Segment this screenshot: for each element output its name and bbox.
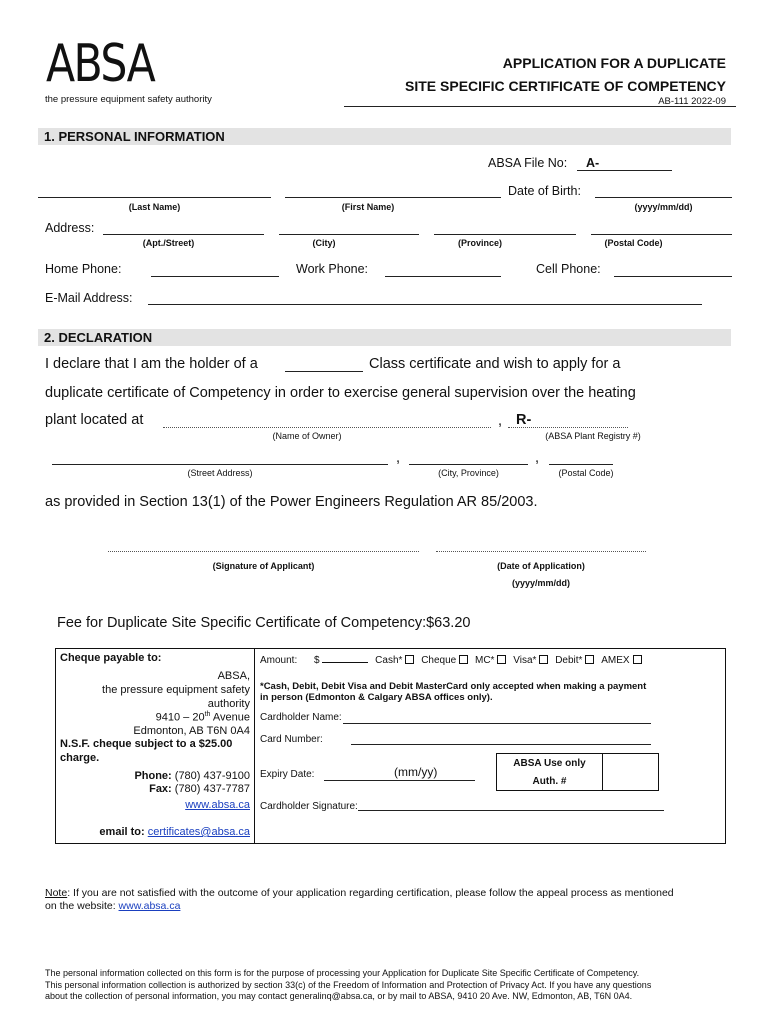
auth-number-field[interactable] xyxy=(602,754,658,790)
absa-file-no-prefix: A- xyxy=(586,156,600,170)
expiry-date-field[interactable] xyxy=(324,780,475,781)
form-code: AB-111 2022-09 xyxy=(658,96,726,107)
cell-phone-label: Cell Phone: xyxy=(536,262,601,276)
signature-field[interactable] xyxy=(108,551,419,552)
last-name-field[interactable] xyxy=(38,197,271,198)
amount-label: Amount: xyxy=(260,655,298,666)
city-province-caption: (City, Province) xyxy=(438,468,499,478)
payment-note-line2: in person (Edmonton & Calgary ABSA offices only). xyxy=(260,692,493,703)
expiry-format: (mm/yy) xyxy=(394,765,438,779)
fax-line: Fax: (780) 437-7787 xyxy=(149,783,250,795)
cheque-checkbox[interactable] xyxy=(459,655,468,664)
declaration-line2: duplicate certificate of Competency in order to exercise general supervision over the heating xyxy=(45,385,636,401)
cheque-panel xyxy=(56,649,255,843)
note-website-link[interactable]: www.absa.ca xyxy=(118,900,181,912)
note-text: : If you are not satisfied with the outcome of your application regarding certification, please follow the appeal process as mentioned xyxy=(67,887,674,899)
postal-code-field-2[interactable] xyxy=(549,464,613,465)
payment-box xyxy=(55,648,726,844)
date-of-application-caption: (Date of Application) xyxy=(497,561,585,571)
fee-title: Fee for Duplicate Site Specific Certificate of Competency:$63.20 xyxy=(57,615,471,631)
email-label: E-Mail Address: xyxy=(45,291,133,305)
visa-checkbox[interactable] xyxy=(539,655,548,664)
phone-line: Phone: (780) 437-9100 xyxy=(134,770,250,782)
address-label: Address: xyxy=(45,221,95,235)
plant-registry-field[interactable] xyxy=(508,427,628,428)
cardholder-name-label: Cardholder Name: xyxy=(260,712,342,723)
street-address-field[interactable] xyxy=(52,464,388,465)
comma-2: , xyxy=(396,450,401,466)
payee-line3: authority xyxy=(207,698,250,710)
debit-checkbox[interactable] xyxy=(585,655,594,664)
section-personal-information: 1. PERSONAL INFORMATION xyxy=(38,128,731,145)
absa-use-label: ABSA Use only xyxy=(513,758,586,769)
city-field[interactable] xyxy=(279,234,419,235)
class-certificate-field[interactable] xyxy=(285,371,363,372)
name-of-owner-caption: (Name of Owner) xyxy=(272,431,342,441)
page-title-line1: APPLICATION FOR A DUPLICATE xyxy=(502,55,726,71)
comma-1: , xyxy=(498,413,503,429)
work-phone-label: Work Phone: xyxy=(296,262,369,276)
cell-phone-field[interactable] xyxy=(614,276,732,277)
appeal-note xyxy=(45,887,735,913)
privacy-statement xyxy=(45,968,735,1003)
note-label: Note xyxy=(45,887,68,899)
cardholder-name-field[interactable] xyxy=(343,723,651,724)
postal-code-caption: (Postal Code) xyxy=(604,238,663,248)
logo-tagline: the pressure equipment safety authority xyxy=(45,94,212,105)
province-caption: (Province) xyxy=(457,238,502,248)
cash-checkbox[interactable] xyxy=(405,655,414,664)
plant-registry-caption: (ABSA Plant Registry #) xyxy=(545,431,641,441)
mc-checkbox[interactable] xyxy=(497,655,506,664)
note-text-2: on the website: xyxy=(45,900,119,912)
privacy-line1: The personal information collected on this form is for the purpose of processing your Application for Duplicate Site Specific Certificate of Competency. xyxy=(45,968,640,978)
auth-label: Auth. # xyxy=(532,776,567,787)
payee-line4: 9410 – 20th Avenue xyxy=(155,711,250,724)
header-divider xyxy=(344,106,736,107)
cardholder-signature-field[interactable] xyxy=(358,810,664,811)
email-field[interactable] xyxy=(148,304,702,305)
absa-use-box xyxy=(496,753,659,791)
home-phone-field[interactable] xyxy=(151,276,279,277)
last-name-caption: (Last Name) xyxy=(128,202,181,212)
declaration-line1b: Class certificate and wish to apply for a xyxy=(369,356,621,372)
first-name-caption: (First Name) xyxy=(341,202,395,212)
date-of-birth-field[interactable] xyxy=(595,197,732,198)
nsf-line1: N.S.F. cheque subject to a $25.00 xyxy=(60,738,233,750)
privacy-line2: This personal information collection is authorized by section 33(c) of the Freedom of Information and Protection of Privacy Act. If you have any questions xyxy=(45,979,652,990)
date-of-birth-label: Date of Birth: xyxy=(508,184,581,198)
payee-line1: ABSA, xyxy=(217,670,250,682)
work-phone-field[interactable] xyxy=(385,276,501,277)
date-format-caption: (yyyy/mm/dd) xyxy=(511,578,571,588)
postal-code-field[interactable] xyxy=(591,234,732,235)
email-to-line: email to: certificates@absa.ca xyxy=(99,826,250,838)
city-province-field[interactable] xyxy=(409,464,528,465)
cardholder-signature-label: Cardholder Signature: xyxy=(260,801,358,812)
payee-line2: the pressure equipment safety xyxy=(102,684,250,696)
declaration-line1a: I declare that I am the holder of a xyxy=(45,356,258,372)
absa-logo xyxy=(44,34,212,106)
privacy-line3: about the collection of personal information, you may contact generalinq@absa.ca, or by mail to ABSA, 9410 20 Ave. NW, Edmonton, AB, T6N 0A4. xyxy=(45,991,633,1001)
website-link[interactable]: www.absa.ca xyxy=(185,799,250,811)
page-title-line2: SITE SPECIFIC CERTIFICATE OF COMPETENCY xyxy=(405,78,726,94)
signature-caption: (Signature of Applicant) xyxy=(212,561,315,571)
amex-checkbox[interactable] xyxy=(633,655,642,664)
registry-prefix: R- xyxy=(516,412,532,428)
amount-field[interactable] xyxy=(322,654,368,663)
card-number-field[interactable] xyxy=(351,744,651,745)
section-declaration: 2. DECLARATION xyxy=(38,329,731,346)
payment-option-debit[interactable]: Debit* xyxy=(555,655,594,666)
comma-3: , xyxy=(535,450,540,466)
payment-note-line1: *Cash, Debit, Debit Visa and Debit MasterCard only accepted when making a payment xyxy=(260,681,647,692)
absa-file-no-label: ABSA File No: xyxy=(488,156,568,170)
street-field[interactable] xyxy=(103,234,264,235)
cheque-payable-label: Cheque payable to: xyxy=(60,652,162,664)
logo-text: ABSA xyxy=(46,34,155,94)
payment-option-cheque[interactable]: Cheque xyxy=(421,655,468,666)
payment-option-cash[interactable]: Cash* xyxy=(375,655,414,666)
expiry-date-label: Expiry Date: xyxy=(260,769,315,780)
date-of-application-field[interactable] xyxy=(436,551,646,552)
amount-prefix: $ xyxy=(314,655,320,666)
payee-line5: Edmonton, AB T6N 0A4 xyxy=(133,725,250,737)
payment-option-visa[interactable]: Visa* xyxy=(513,655,548,666)
dob-format-caption: (yyyy/mm/dd) xyxy=(634,202,693,212)
email-link[interactable]: certificates@absa.ca xyxy=(147,826,250,838)
name-of-owner-field[interactable] xyxy=(163,427,491,428)
declaration-line3: plant located at xyxy=(45,412,144,428)
absa-file-no-field[interactable] xyxy=(577,170,672,171)
provision-text: as provided in Section 13(1) of the Power Engineers Regulation AR 85/2003. xyxy=(45,494,538,510)
first-name-field[interactable] xyxy=(285,197,501,198)
payment-option-mc[interactable]: MC* xyxy=(475,655,506,666)
apt-street-caption: (Apt./Street) xyxy=(142,238,195,248)
province-field[interactable] xyxy=(434,234,576,235)
amount-row xyxy=(260,654,642,666)
nsf-line2: charge. xyxy=(60,752,100,764)
street-address-caption: (Street Address) xyxy=(187,468,253,478)
postal-code-caption-2: (Postal Code) xyxy=(558,468,614,478)
payment-option-amex[interactable]: AMEX xyxy=(601,655,641,666)
home-phone-label: Home Phone: xyxy=(45,262,122,276)
card-number-label: Card Number: xyxy=(260,734,323,745)
city-caption: (City) xyxy=(312,238,336,248)
